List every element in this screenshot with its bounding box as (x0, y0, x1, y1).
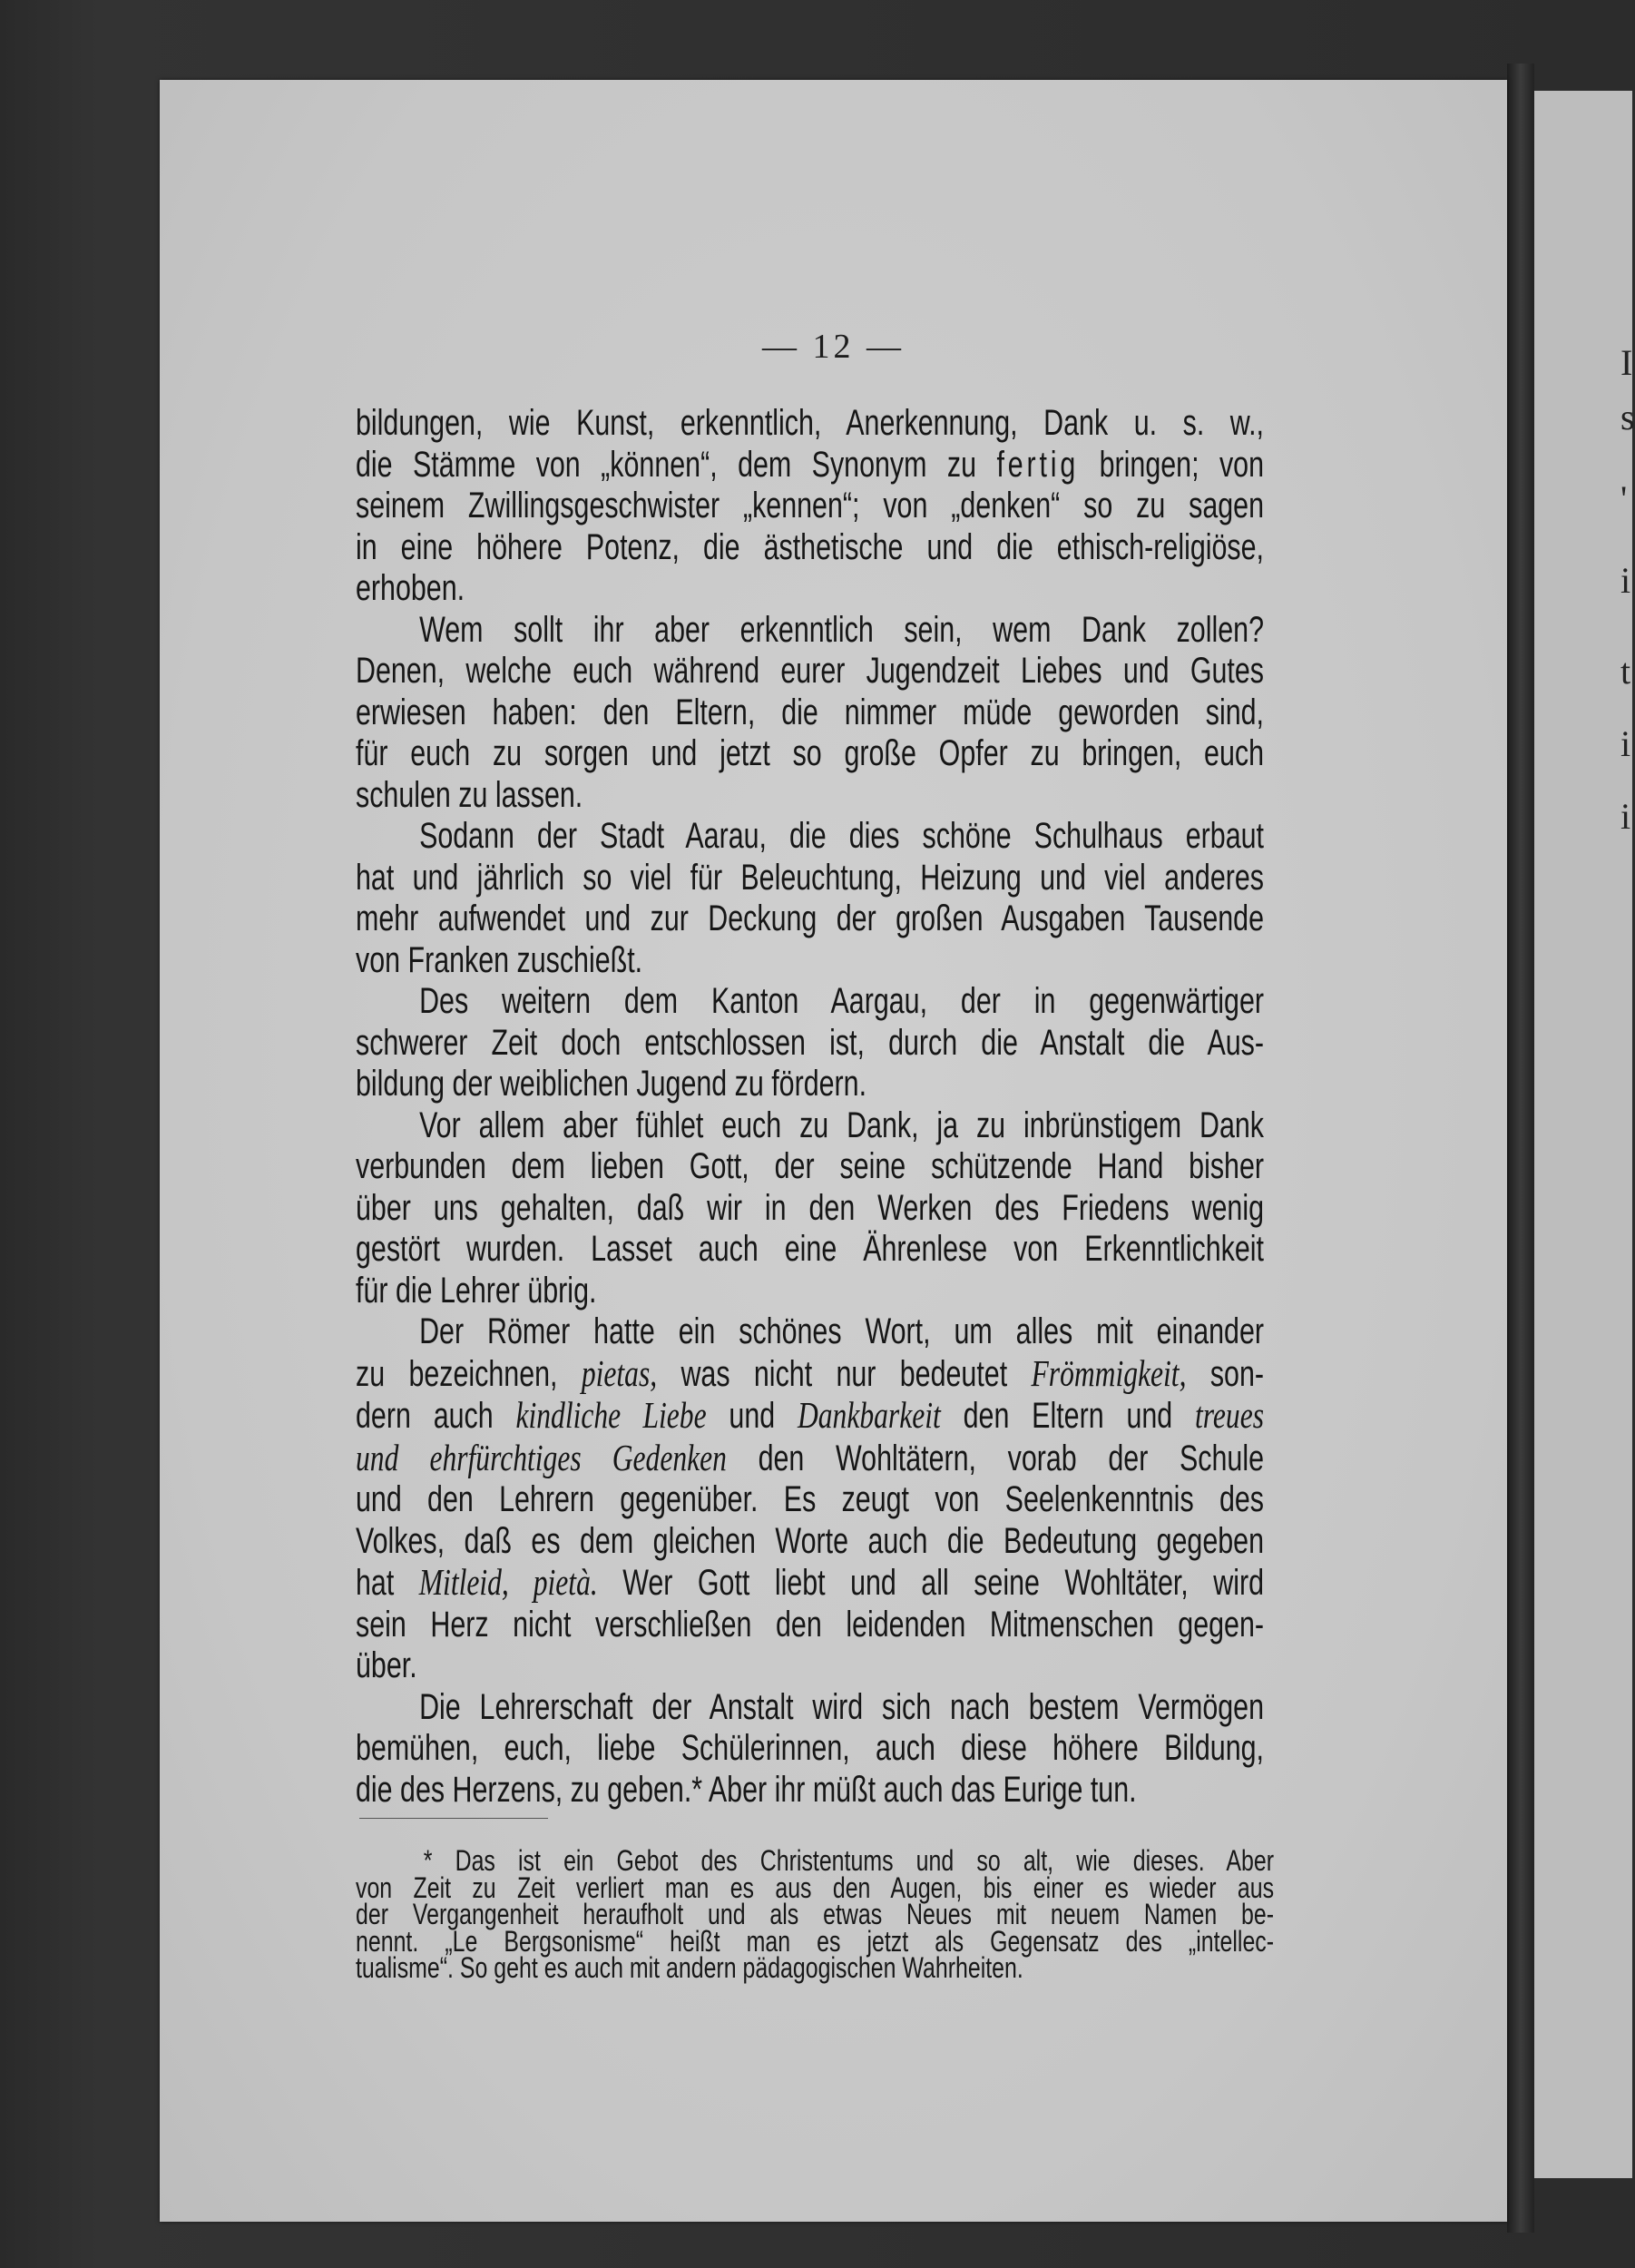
text-line: bildungen, wie Kunst, erkenntlich, Anerkennung, Dank u. s. w., (356, 403, 1264, 443)
text-line: über uns gehalten, daß wir in den Werken des Friedens wenig (356, 1187, 1264, 1228)
text-line: Sodann der Stadt Aarau, die dies schöne Schulhaus erbaut (419, 816, 1264, 856)
footnote-rule (359, 1818, 548, 1819)
facing-page-fragment: i (1620, 796, 1631, 837)
book-spine-gutter (1507, 64, 1534, 2233)
italic-term: treues (1195, 1394, 1264, 1436)
italic-term: und ehrfürchtiges Gedenken (356, 1436, 727, 1478)
text-line: Vor allem aber fühlet euch zu Dank, ja zu inbrünstigem Dank (419, 1105, 1264, 1145)
text-line: über. (356, 1645, 417, 1685)
paragraph (356, 981, 1264, 1105)
text-line: erhoben. (356, 568, 465, 608)
facing-page-fragment: I (1620, 342, 1633, 383)
facing-page-fragment: i (1620, 560, 1631, 601)
text-line: Denen, welche euch während eurer Jugendzeit Liebes und Gutes (356, 651, 1264, 691)
text-line: bildung der weiblichen Jugend zu fördern. (356, 1064, 867, 1104)
text-line: für euch zu sorgen und jetzt so große Opfer zu bringen, euch (356, 733, 1264, 773)
footnote-line: nennt. „Le Bergsonisme“ heißt man es jetzt als Gegensatz des „intellec- (356, 1924, 1275, 1958)
spaced-emphasis: fertig (996, 444, 1080, 485)
footnote-line: der Vergangenheit heraufholt und als etwas Neues mit neuem Namen be- (356, 1898, 1275, 1930)
facing-page-fragment: ' (1620, 478, 1628, 519)
footnote-line: * Das ist ein Gebot des Christentums und so alt, wie dieses. Aber (423, 1844, 1275, 1877)
text-line: von Franken zuschießt. (356, 939, 643, 980)
text-line: in eine höhere Potenz, die ästhetische und die ethisch-religiöse, (356, 526, 1264, 567)
text-line: Der Römer hatte ein schönes Wort, um alles mit einander (419, 1311, 1264, 1351)
text-line: die Stämme von „können“, dem Synonym zu fertig bringen; von (356, 444, 1264, 485)
text-line: schulen zu lassen. (356, 774, 583, 815)
paragraph (356, 1311, 1264, 1687)
text-line: und ehrfürchtiges Gedenken den Wohltätern, vorab der Schule (356, 1436, 1264, 1478)
paragraph (356, 816, 1264, 981)
facing-page-fragment: s (1620, 397, 1635, 437)
italic-term: kindliche Liebe (515, 1394, 707, 1436)
facing-page-fragment: i (1620, 723, 1631, 764)
facing-page-fragment: t (1620, 651, 1631, 692)
text-line: gestört wurden. Lasset auch eine Ährenlese von Erkenntlichkeit (356, 1229, 1264, 1269)
text-line: erwiesen haben: den Eltern, die nimmer müde geworden sind, (356, 692, 1264, 732)
text-line: schwerer Zeit doch entschlossen ist, durch die Anstalt die Aus- (356, 1022, 1264, 1063)
body-text (356, 403, 1264, 1811)
paragraph (356, 610, 1264, 817)
paragraph (356, 403, 1264, 610)
italic-term: pietas, (581, 1351, 658, 1394)
paragraph (356, 1105, 1264, 1312)
text-line: verbunden dem lieben Gott, der seine schützende Hand bisher (356, 1146, 1264, 1186)
text-line: hat Mitleid, pietà. Wer Gott liebt und all seine Wohltäter, wird (356, 1561, 1264, 1603)
italic-term: Mitleid, pietà. (418, 1561, 598, 1603)
text-line: bemühen, euch, liebe Schülerinnen, auch diese höhere Bildung, (356, 1728, 1264, 1768)
text-line: und den Lehrern gegenüber. Es zeugt von Seelenkenntnis des (356, 1479, 1264, 1519)
book-page (160, 80, 1507, 2222)
footnote (356, 1844, 1275, 1984)
footnote-line: von Zeit zu Zeit verliert man es aus den Augen, bis einer es wieder aus (356, 1870, 1275, 1904)
text-line: dern auch kindliche Liebe und Dankbarkeit den Eltern und treues (356, 1394, 1264, 1436)
text-line: Des weitern dem Kanton Aargau, der in gegenwärtiger (419, 981, 1264, 1021)
text-line: seinem Zwillingsgeschwister „kennen“; von „denken“ so zu sagen (356, 486, 1264, 525)
page-number: — 12 — (762, 328, 905, 366)
text-line: für die Lehrer übrig. (356, 1270, 597, 1311)
text-line: Volkes, daß es dem gleichen Worte auch die Bedeutung gegeben (356, 1520, 1264, 1561)
footnote-line: tualisme“. So geht es auch mit andern pädagogischen Wahrheiten. (356, 1951, 1023, 1984)
text-line: Wem sollt ihr aber erkenntlich sein, wem Dank zollen? (419, 609, 1264, 650)
text-line: mehr aufwendet und zur Deckung der großen Ausgaben Tausende (356, 898, 1264, 938)
facing-page-edge (1534, 91, 1635, 2178)
text-line: sein Herz nicht verschließen den leidenden Mitmenschen gegen- (356, 1604, 1264, 1645)
text-line: zu bezeichnen, pietas, was nicht nur bedeutet Frömmigkeit, son- (356, 1351, 1264, 1394)
text-line: Die Lehrerschaft der Anstalt wird sich nach bestem Vermögen (419, 1686, 1264, 1727)
italic-term: Frömmigkeit, (1031, 1351, 1187, 1394)
paragraph (356, 1687, 1264, 1811)
italic-term: Dankbarkeit (797, 1394, 941, 1436)
text-line: hat und jährlich so viel für Beleuchtung, Heizung und viel anderes (356, 857, 1264, 898)
text-line: die des Herzens, zu geben.* Aber ihr müßt auch das Eurige tun. (356, 1769, 1137, 1810)
